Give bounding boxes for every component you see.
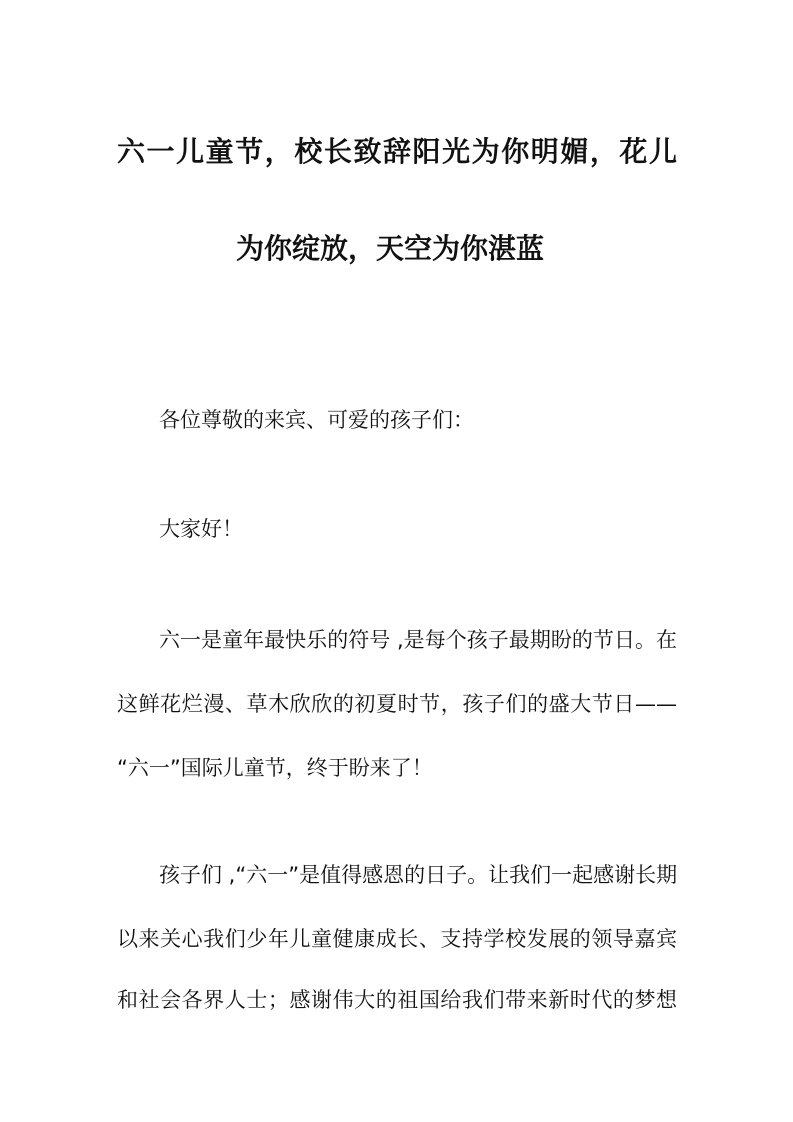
document-title-line-2: 为你绽放，天空为你湛蓝 <box>236 232 545 265</box>
greeting: 各位尊敬的来宾、可爱的孩子们： <box>159 408 474 432</box>
paragraph-2-line-2: 以来关心我们少年儿童健康成长、支持学校发展的领导嘉宾 <box>117 927 677 951</box>
paragraph-2-line-1: 孩子们 ,“六一”是值得感恩的日子。让我们一起感谢长期 <box>159 863 678 887</box>
document-title-line-1: 六一儿童节，校长致辞阳光为你明媚，花儿 <box>117 135 677 168</box>
paragraph-1-line-1: 六一是童年最快乐的符号 ,是每个孩子最期盼的节日。在 <box>159 628 677 652</box>
paragraph-1-line-2: 这鲜花烂漫、草木欣欣的初夏时节，孩子们的盛大节日—— <box>117 692 677 716</box>
paragraph-1-line-3: “六一”国际儿童节，终于盼来了！ <box>117 756 433 780</box>
hello: 大家好！ <box>159 517 243 541</box>
paragraph-2-line-3: 和社会各界人士；感谢伟大的祖国给我们带来新时代的梦想 <box>117 988 677 1012</box>
